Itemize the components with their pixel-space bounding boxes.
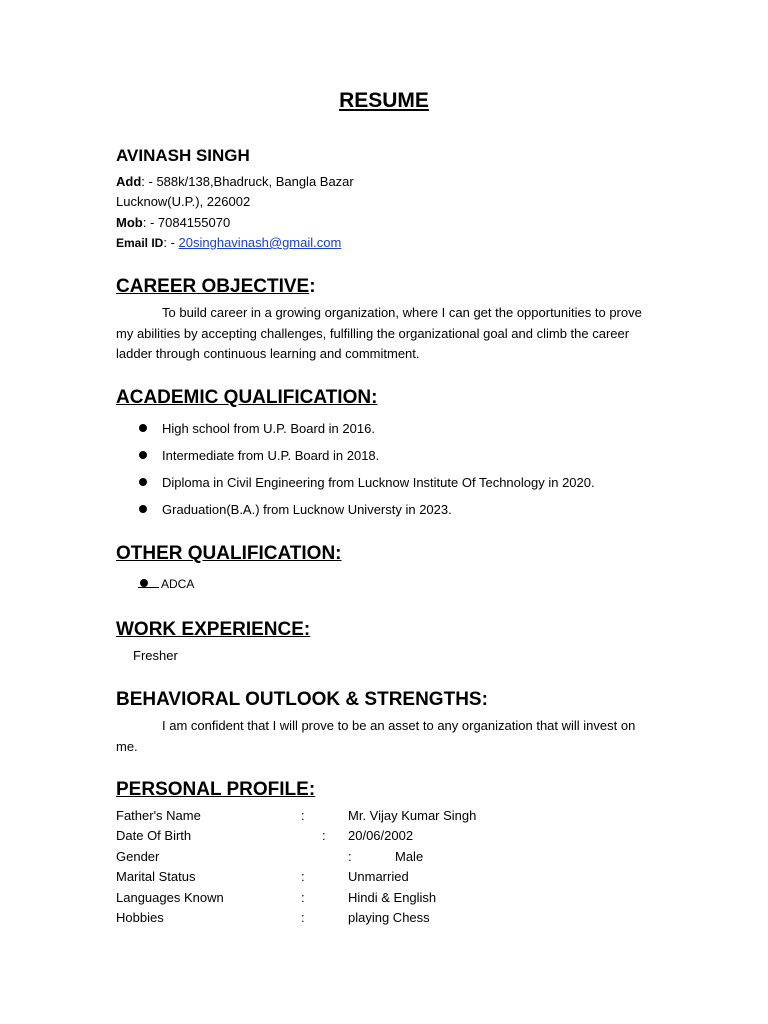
profile-separator: : [301,808,305,823]
address-line [116,174,354,189]
academic-list [116,420,595,528]
list-item [116,501,595,528]
profile-separator: : [348,849,352,864]
academic-item-text: High school from U.P. Board in 2016. [162,421,375,436]
bullet-icon [139,505,147,513]
list-item [116,474,595,501]
mobile-value: : - 7084155070 [142,215,231,230]
bullet-icon [140,579,148,587]
profile-value: 20/06/2002 [348,828,414,843]
email-label: Email ID [116,236,164,250]
academic-item-text: Diploma in Civil Engineering from Lucknow Institute Of Technology in 2020. [162,475,595,490]
personal-heading-text: PERSONAL PROFILE: [116,779,316,800]
bullet-icon [139,424,147,432]
address-label: Add [116,174,142,189]
profile-separator: : [301,890,305,905]
address-value: : - 588k/138,Bhadruck, Bangla Bazar [141,174,354,189]
personal-profile-heading [116,779,315,801]
academic-item-text: Graduation(B.A.) from Lucknow Universty in 2023. [162,502,452,517]
academic-item-text: Intermediate from U.P. Board in 2018. [162,448,380,463]
profile-value: Mr. Vijay Kumar Singh [348,808,477,823]
academic-heading [116,387,377,409]
candidate-name: AVINASH SINGH [116,146,250,165]
bullet-icon [139,478,147,486]
profile-value: Unmarried [348,869,409,884]
career-heading-colon: : [309,276,316,297]
mobile-line [116,215,230,230]
email-line [116,235,341,250]
academic-heading-text: ACADEMIC QUALIFICATION: [116,387,378,408]
profile-label: Marital Status [116,869,196,884]
other-item-text: ADCA [161,577,195,591]
list-item [116,447,595,474]
work-heading-text: WORK EXPERIENCE: [116,619,311,640]
work-experience-text: Fresher [133,648,178,663]
list-item [116,420,595,447]
profile-separator: : [322,828,326,843]
behavioral-text: I am confident that I will prove to be an asset to any organization that will invest on me. [116,718,636,754]
profile-label: Gender [116,849,160,864]
profile-label: Father's Name [116,808,201,823]
profile-label: Hobbies [116,910,164,925]
career-objective-heading [116,276,316,298]
career-heading-text: CAREER OBJECTIVE [116,276,310,297]
page-title: RESUME [339,89,429,112]
other-qualification-heading [116,543,342,565]
bullet-icon [139,451,147,459]
bullet-underline [138,587,159,588]
profile-value: Hindi & English [348,890,437,905]
behavioral-heading-text: BEHAVIORAL OUTLOOK & STRENGTHS: [116,689,488,710]
behavioral-heading [116,689,488,711]
career-objective-text: To build career in a growing organization, where I can get the opportunities to prove my abilities by accepting challenges, fulfilling the organizational goal and climb the career ladder through continuous learning and commitment. [116,305,642,361]
email-link[interactable]: 20singhavinash@gmail.com [178,235,342,250]
profile-value: Male [395,849,424,864]
profile-value: playing Chess [348,910,430,925]
work-experience-heading [116,619,310,641]
address-line-2: Lucknow(U.P.), 226002 [116,194,251,209]
other-heading-text: OTHER QUALIFICATION: [116,543,342,564]
profile-separator: : [301,910,305,925]
email-separator: : - [163,235,179,250]
profile-label: Languages Known [116,890,224,905]
list-item [138,577,194,591]
profile-label: Date Of Birth [116,828,192,843]
mobile-label: Mob [116,215,143,230]
profile-separator: : [301,869,305,884]
